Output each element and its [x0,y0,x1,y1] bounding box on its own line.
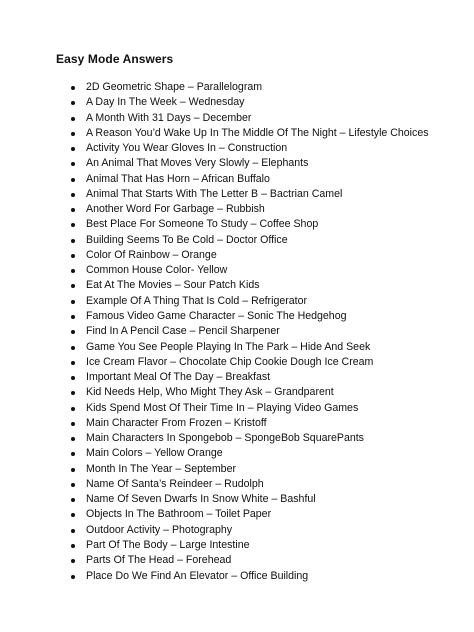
bullet-icon [71,223,75,227]
list-item-text: Another Word For Garbage – Rubbish [86,203,265,216]
bullet-icon [71,86,75,90]
list-item-text: Kid Needs Help, Who Might They Ask – Grandparent [86,386,334,399]
list-item [0,569,474,584]
bullet-icon [71,269,75,273]
list-item [0,340,474,355]
list-item-text: Kids Spend Most Of Their Time In – Playing Video Games [86,401,359,414]
list-item-text: An Animal That Moves Very Slowly – Elephants [86,157,309,170]
list-item [0,172,474,187]
list-item [0,446,474,461]
list-item-text: Part Of The Body – Large Intestine [86,538,250,551]
bullet-icon [71,239,75,243]
list-item [0,141,474,156]
bullet-icon [71,575,75,579]
list-item [0,111,474,126]
bullet-icon [71,162,75,166]
list-item [0,401,474,416]
list-item [0,126,474,141]
bullet-icon [71,300,75,304]
bullet-icon [71,147,75,151]
list-item-text: Find In A Pencil Case – Pencil Sharpener [86,325,280,338]
list-item-text: Animal That Has Horn – African Buffalo [86,172,270,185]
list-item [0,294,474,309]
answers-list [0,80,474,584]
list-item [0,263,474,278]
list-item-text: Name Of Seven Dwarfs In Snow White – Bashful [86,493,316,506]
bullet-icon [71,559,75,563]
list-item-text: Parts Of The Head – Forehead [86,554,232,567]
bullet-icon [71,254,75,258]
document-heading: Easy Mode Answers [56,52,174,66]
bullet-icon [71,376,75,380]
list-item-text: A Month With 31 Days – December [86,111,252,124]
bullet-icon [71,529,75,533]
list-item [0,324,474,339]
bullet-icon [71,422,75,426]
list-item-text: Main Character From Frozen – Kristoff [86,416,267,429]
bullet-icon [71,498,75,502]
list-item-text: Place Do We Find An Elevator – Office Building [86,569,309,582]
bullet-icon [71,361,75,365]
list-item [0,80,474,95]
bullet-icon [71,193,75,197]
list-item [0,553,474,568]
list-item [0,538,474,553]
bullet-icon [71,208,75,212]
bullet-icon [71,407,75,411]
list-item [0,217,474,232]
bullet-icon [71,391,75,395]
list-item [0,355,474,370]
list-item-text: Color Of Rainbow – Orange [86,248,217,261]
list-item-text: Main Colors – Yellow Orange [86,447,223,460]
list-item-text: Animal That Starts With The Letter B – Bactrian Camel [86,187,343,200]
list-item-text: Main Characters In Spongebob – SpongeBob SquarePants [86,432,364,445]
bullet-icon [71,483,75,487]
list-item [0,507,474,522]
list-item [0,233,474,248]
bullet-icon [71,284,75,288]
list-item [0,156,474,171]
list-item-text: Example Of A Thing That Is Cold – Refrigerator [86,294,308,307]
list-item-text: 2D Geometric Shape – Parallelogram [86,81,263,93]
bullet-icon [71,468,75,472]
bullet-icon [71,101,75,105]
list-item-text: Eat At The Movies – Sour Patch Kids [86,279,260,292]
bullet-icon [71,513,75,517]
list-item-text: Outdoor Activity – Photography [86,523,233,536]
list-item [0,309,474,324]
bullet-icon [71,346,75,350]
list-item-text: Month In The Year – September [86,462,236,475]
list-item [0,492,474,507]
list-item [0,462,474,477]
list-item-text: A Reason You’d Wake Up In The Middle Of The Night – Lifestyle Choices [86,126,429,139]
bullet-icon [71,178,75,182]
list-item [0,416,474,431]
list-item [0,385,474,400]
list-item [0,202,474,217]
list-item-text: Building Seems To Be Cold – Doctor Office [86,233,288,246]
list-item [0,187,474,202]
list-item-text: Name Of Santa’s Reindeer – Rudolph [86,477,264,490]
list-item-text: Objects In The Bathroom – Toilet Paper [86,508,272,521]
bullet-icon [71,437,75,441]
list-item-text: Game You See People Playing In The Park – Hide And Seek [86,340,371,353]
list-item-text: Ice Cream Flavor – Chocolate Chip Cookie Dough Ice Cream [86,355,374,368]
list-item-text: Famous Video Game Character – Sonic The Hedgehog [86,309,347,322]
bullet-icon [71,315,75,319]
list-item-text: Best Place For Someone To Study – Coffee Shop [86,218,319,231]
list-item-text: Activity You Wear Gloves In – Construction [86,142,288,155]
list-item-text: Important Meal Of The Day – Breakfast [86,371,271,384]
bullet-icon [71,132,75,136]
bullet-icon [71,452,75,456]
list-item [0,248,474,263]
list-item-text: A Day In The Week – Wednesday [86,96,245,109]
list-item [0,523,474,538]
list-item [0,95,474,110]
list-item [0,370,474,385]
bullet-icon [71,544,75,548]
list-item [0,477,474,492]
list-item [0,431,474,446]
bullet-icon [71,330,75,334]
list-item [0,278,474,293]
list-item-text: Common House Color- Yellow [86,264,228,277]
bullet-icon [71,117,75,121]
